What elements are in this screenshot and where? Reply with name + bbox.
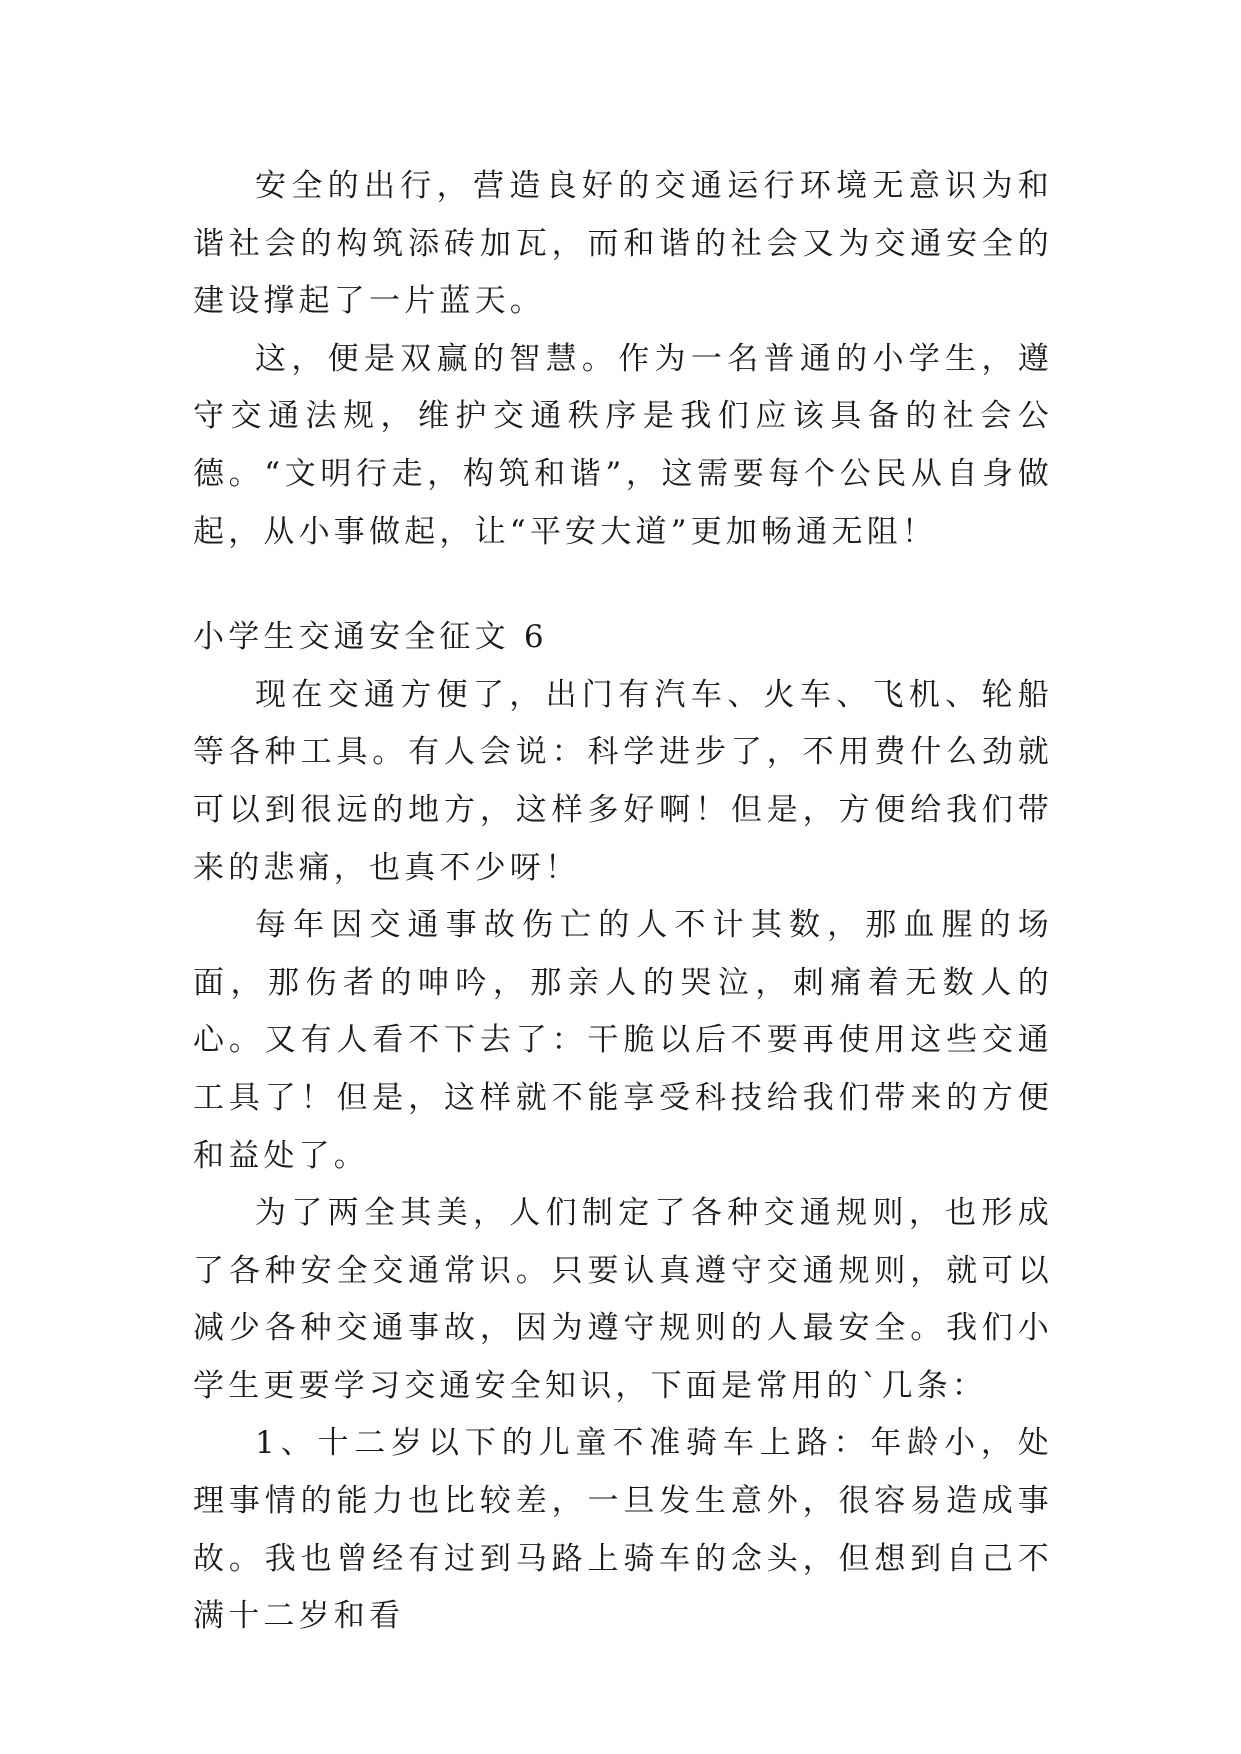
paragraph-5: 为了两全其美，人们制定了各种交通规则，也形成了各种安全交通常识。只要认真遵守交通规则，就可以减少各种交通事故，因为遵守规则的人最安全。我们小学生更要学习交通安全知识，下面是常用的`几条： xyxy=(193,1195,1053,1404)
paragraph-1: 安全的出行，营造良好的交通运行环境无意识为和谐社会的构筑添砖加瓦，而和谐的社会又为交通安全的建设撑起了一片蓝天。 xyxy=(193,168,1053,320)
paragraph-4: 每年因交通事故伤亡的人不计其数，那血腥的场面，那伤者的呻吟，那亲人的哭泣，刺痛着无数人的心。又有人看不下去了：干脆以后不要再使用这些交通工具了！但是，这样就不能享受科技给我们带来的方便和益处了。 xyxy=(193,907,1053,1174)
paragraph-6: 1、十二岁以下的儿童不准骑车上路：年龄小，处理事情的能力也比较差，一旦发生意外，很容易造成事故。我也曾经有过到马路上骑车的念头，但想到自己不满十二岁和看 xyxy=(193,1425,1053,1635)
paragraph-2: 这，便是双赢的智慧。作为一名普通的小学生，遵守交通法规，维护交通秩序是我们应该具备的社会公德。“文明行走，构筑和谐”，这需要每个公民从自身做起，从小事做起，让“平安大道”更加畅通无阻！ xyxy=(193,340,1053,550)
section-heading: 小学生交通安全征文 6 xyxy=(193,619,548,656)
document-body xyxy=(193,158,1053,1646)
paragraph-3: 现在交通方便了，出门有汽车、火车、飞机、轮船等各种工具。有人会说：科学进步了，不用费什么劲就可以到很远的地方，这样多好啊！但是，方便给我们带来的悲痛，也真不少呀！ xyxy=(193,676,1053,886)
